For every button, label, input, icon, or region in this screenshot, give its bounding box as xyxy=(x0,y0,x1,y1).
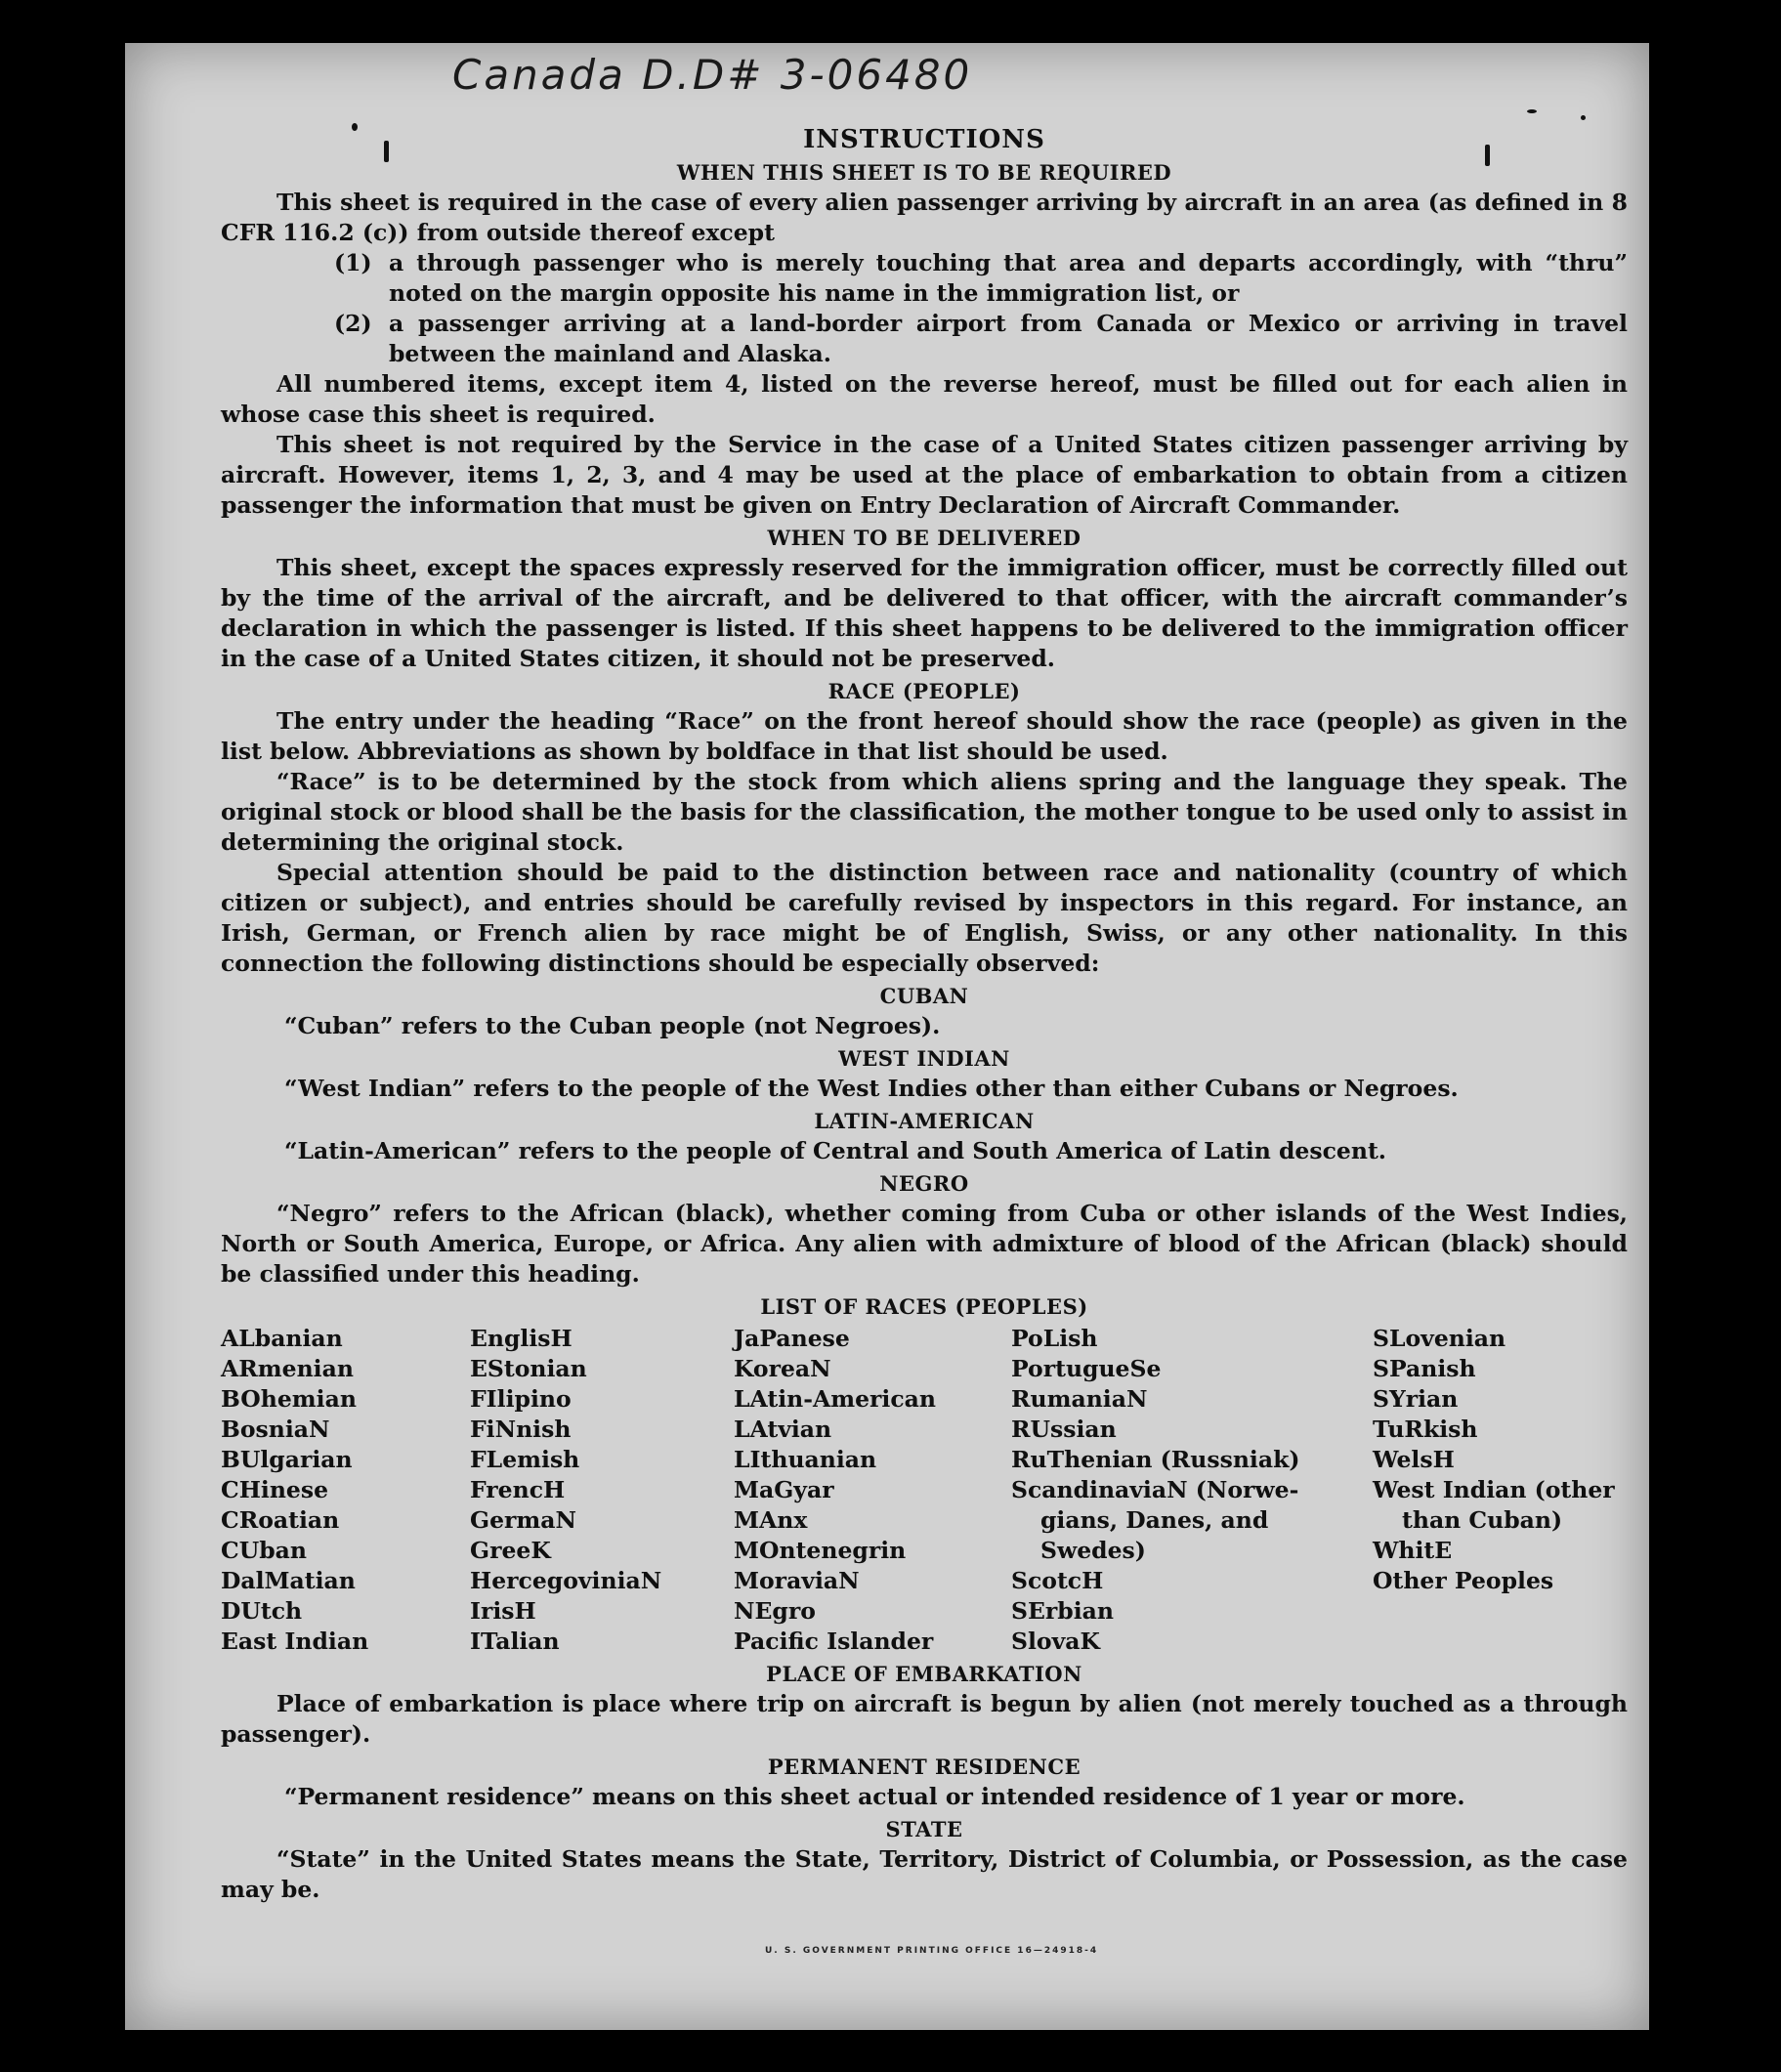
paragraph: The entry under the heading “Race” on the front hereof should show the race (people) as given in the list below. Abbreviations as shown by boldface in that list should be used. xyxy=(221,707,1628,765)
race-entry: GermaN xyxy=(470,1506,576,1534)
paragraph: “West Indian” refers to the people of the West Indies other than either Cubans or Negroes. xyxy=(284,1075,1459,1102)
race-entry: WhitE xyxy=(1373,1537,1453,1564)
paragraph: “Cuban” refers to the Cuban people (not Negroes). xyxy=(284,1012,941,1039)
race-entry: SPanish xyxy=(1373,1355,1476,1382)
paragraph: “Permanent residence” means on this sheet actual or intended residence of 1 year or more. xyxy=(284,1783,1465,1810)
race-entry: DalMatian xyxy=(221,1567,356,1594)
race-entry: JaPanese xyxy=(734,1325,850,1352)
section-heading-state: STATE xyxy=(885,1817,963,1841)
clause-number: (1) xyxy=(334,249,372,276)
race-entry: SlovaK xyxy=(1011,1628,1100,1655)
race-entry: SLovenian xyxy=(1373,1325,1506,1352)
document-page xyxy=(125,43,1649,2030)
exception-clause xyxy=(334,248,1628,309)
race-entry-continued: than Cuban) xyxy=(1402,1506,1563,1534)
race-entry: IrisH xyxy=(470,1597,536,1625)
clause-text: a through passenger who is merely touching that area and departs accordingly, with “thru” noted on the margin opposite his name in the immigration list, or xyxy=(389,249,1628,307)
paragraph: All numbered items, except item 4, listed on the reverse hereof, must be filled out for each alien in whose case this sheet is required. xyxy=(221,370,1628,428)
clause-text: a passenger arriving at a land-border airport from Canada or Mexico or arriving in travel between the mainland and Alaska. xyxy=(389,310,1628,367)
race-entry: MoraviaN xyxy=(734,1567,860,1594)
paragraph: “Negro” refers to the African (black), whether coming from Cuba or other islands of the West Indies, North or South America, Europe, or Africa. Any alien with admixture of blood of the African (black) should be classified under this heading. xyxy=(221,1200,1628,1288)
clause-number: (2) xyxy=(334,310,372,337)
race-entry: LAtvian xyxy=(734,1416,832,1443)
race-entry: WelsH xyxy=(1373,1446,1455,1473)
race-entry: ScandinaviaN (Norwe- xyxy=(1011,1476,1299,1503)
races-column-4 xyxy=(1011,1324,1373,1657)
races-column-3 xyxy=(734,1324,1011,1657)
race-entry-continued: Swedes) xyxy=(1040,1537,1146,1564)
paragraph: “State” in the United States means the State, Territory, District of Columbia, or Possession, as the case may be. xyxy=(221,1845,1628,1903)
handwritten-note: Canada D.D# 3-06480 xyxy=(452,51,973,99)
race-entry: RuThenian (Russniak) xyxy=(1011,1446,1300,1473)
section-heading-required: WHEN THIS SHEET IS TO BE REQUIRED xyxy=(676,160,1172,185)
section-heading-cuban: CUBAN xyxy=(879,984,969,1008)
race-entry: HercegoviniaN xyxy=(470,1567,662,1594)
page-title: INSTRUCTIONS xyxy=(803,125,1045,154)
race-entry: PoLish xyxy=(1011,1325,1098,1352)
paragraph: “Race” is to be determined by the stock from which aliens spring and the language they speak. The original stock or blood shall be the basis for the classification, the mother tongue to be used only to assist in determining the original stock. xyxy=(221,768,1628,856)
race-entry: RUssian xyxy=(1011,1416,1117,1443)
race-entry: BosniaN xyxy=(221,1416,330,1443)
race-entry: TuRkish xyxy=(1373,1416,1478,1443)
race-entry: MaGyar xyxy=(734,1476,834,1503)
race-entry: ITalian xyxy=(470,1628,560,1655)
race-entry: FrencH xyxy=(470,1476,566,1503)
race-entry: NEgro xyxy=(734,1597,816,1625)
races-column-5 xyxy=(1373,1324,1628,1657)
paragraph: This sheet, except the spaces expressly reserved for the immigration officer, must be correctly filled out by the time of the arrival of the aircraft, and be delivered to that officer, with the aircraft commander’s declaration in which the passenger is listed. If this sheet happens to be delivered to the immigration officer in the case of a United States citizen, it should not be preserved. xyxy=(221,554,1628,672)
race-entry: LAtin-American xyxy=(734,1385,936,1413)
race-entry: DUtch xyxy=(221,1597,303,1625)
section-heading-west-indian: WEST INDIAN xyxy=(838,1046,1010,1071)
list-of-races-heading: LIST OF RACES (PEOPLES) xyxy=(760,1294,1088,1319)
race-entry: SErbian xyxy=(1011,1597,1114,1625)
race-entry: SYrian xyxy=(1373,1385,1459,1413)
race-entry: FiNnish xyxy=(470,1416,572,1443)
race-entry: Other Peoples xyxy=(1373,1567,1554,1594)
race-entry: GreeK xyxy=(470,1537,551,1564)
paragraph: This sheet is not required by the Service in the case of a United States citizen passenger arriving by aircraft. However, items 1, 2, 3, and 4 may be used at the place of embarkation to obtain from a citizen passenger the information that must be given on Entry Declaration of Aircraft Commander. xyxy=(221,431,1628,519)
race-entry: MOntenegrin xyxy=(734,1537,907,1564)
race-entry: EStonian xyxy=(470,1355,587,1382)
race-entry: BUlgarian xyxy=(221,1446,353,1473)
race-entry: EnglisH xyxy=(470,1325,572,1352)
race-entry: Pacific Islander xyxy=(734,1628,934,1655)
race-entry: FIlipino xyxy=(470,1385,572,1413)
race-entry: MAnx xyxy=(734,1506,808,1534)
race-entry: LIthuanian xyxy=(734,1446,877,1473)
races-list xyxy=(221,1324,1628,1657)
race-entry: CHinese xyxy=(221,1476,329,1503)
paragraph: Place of embarkation is place where trip on aircraft is begun by alien (not merely touched as a through passenger). xyxy=(221,1690,1628,1748)
section-heading-negro: NEGRO xyxy=(879,1171,969,1196)
race-entry: KoreaN xyxy=(734,1355,831,1382)
paragraph: This sheet is required in the case of every alien passenger arriving by aircraft in an area (as defined in 8 CFR 116.2 (c)) from outside thereof except xyxy=(221,189,1628,246)
ink-speck xyxy=(1527,109,1537,113)
paragraph: “Latin-American” refers to the people of Central and South America of Latin descent. xyxy=(284,1137,1386,1164)
instructions-body xyxy=(221,119,1628,1905)
section-heading-embarkation: PLACE OF EMBARKATION xyxy=(766,1662,1082,1686)
section-heading-residence: PERMANENT RESIDENCE xyxy=(767,1755,1081,1779)
race-entry: ARmenian xyxy=(221,1355,354,1382)
race-entry: ALbanian xyxy=(221,1325,343,1352)
race-entry: FLemish xyxy=(470,1446,580,1473)
race-entry: CUban xyxy=(221,1537,307,1564)
race-entry: ScotcH xyxy=(1011,1567,1104,1594)
paragraph: Special attention should be paid to the distinction between race and nationality (country of which citizen or subject), and entries should be carefully revised by inspectors in this regard. For instance, an Irish, German, or French alien by race might be of English, Swiss, or any other nationality. In this connection the following distinctions should be especially observed: xyxy=(221,859,1628,977)
race-entry: PortugueSe xyxy=(1011,1355,1162,1382)
section-heading-latin-american: LATIN-AMERICAN xyxy=(814,1109,1035,1133)
race-entry-continued: gians, Danes, and xyxy=(1040,1506,1269,1534)
race-entry: BOhemian xyxy=(221,1385,357,1413)
race-entry: CRoatian xyxy=(221,1506,340,1534)
printing-office-imprint: U. S. GOVERNMENT PRINTING OFFICE 16—24918-4 xyxy=(765,1946,1099,1956)
section-heading-delivered: WHEN TO BE DELIVERED xyxy=(767,526,1081,550)
races-column-2 xyxy=(470,1324,734,1657)
races-column-1 xyxy=(221,1324,470,1657)
race-entry: RumaniaN xyxy=(1011,1385,1148,1413)
exception-clause xyxy=(334,309,1628,369)
race-entry: East Indian xyxy=(221,1628,369,1655)
race-entry: West Indian (other xyxy=(1373,1476,1615,1503)
section-heading-race: RACE (PEOPLE) xyxy=(827,679,1021,703)
